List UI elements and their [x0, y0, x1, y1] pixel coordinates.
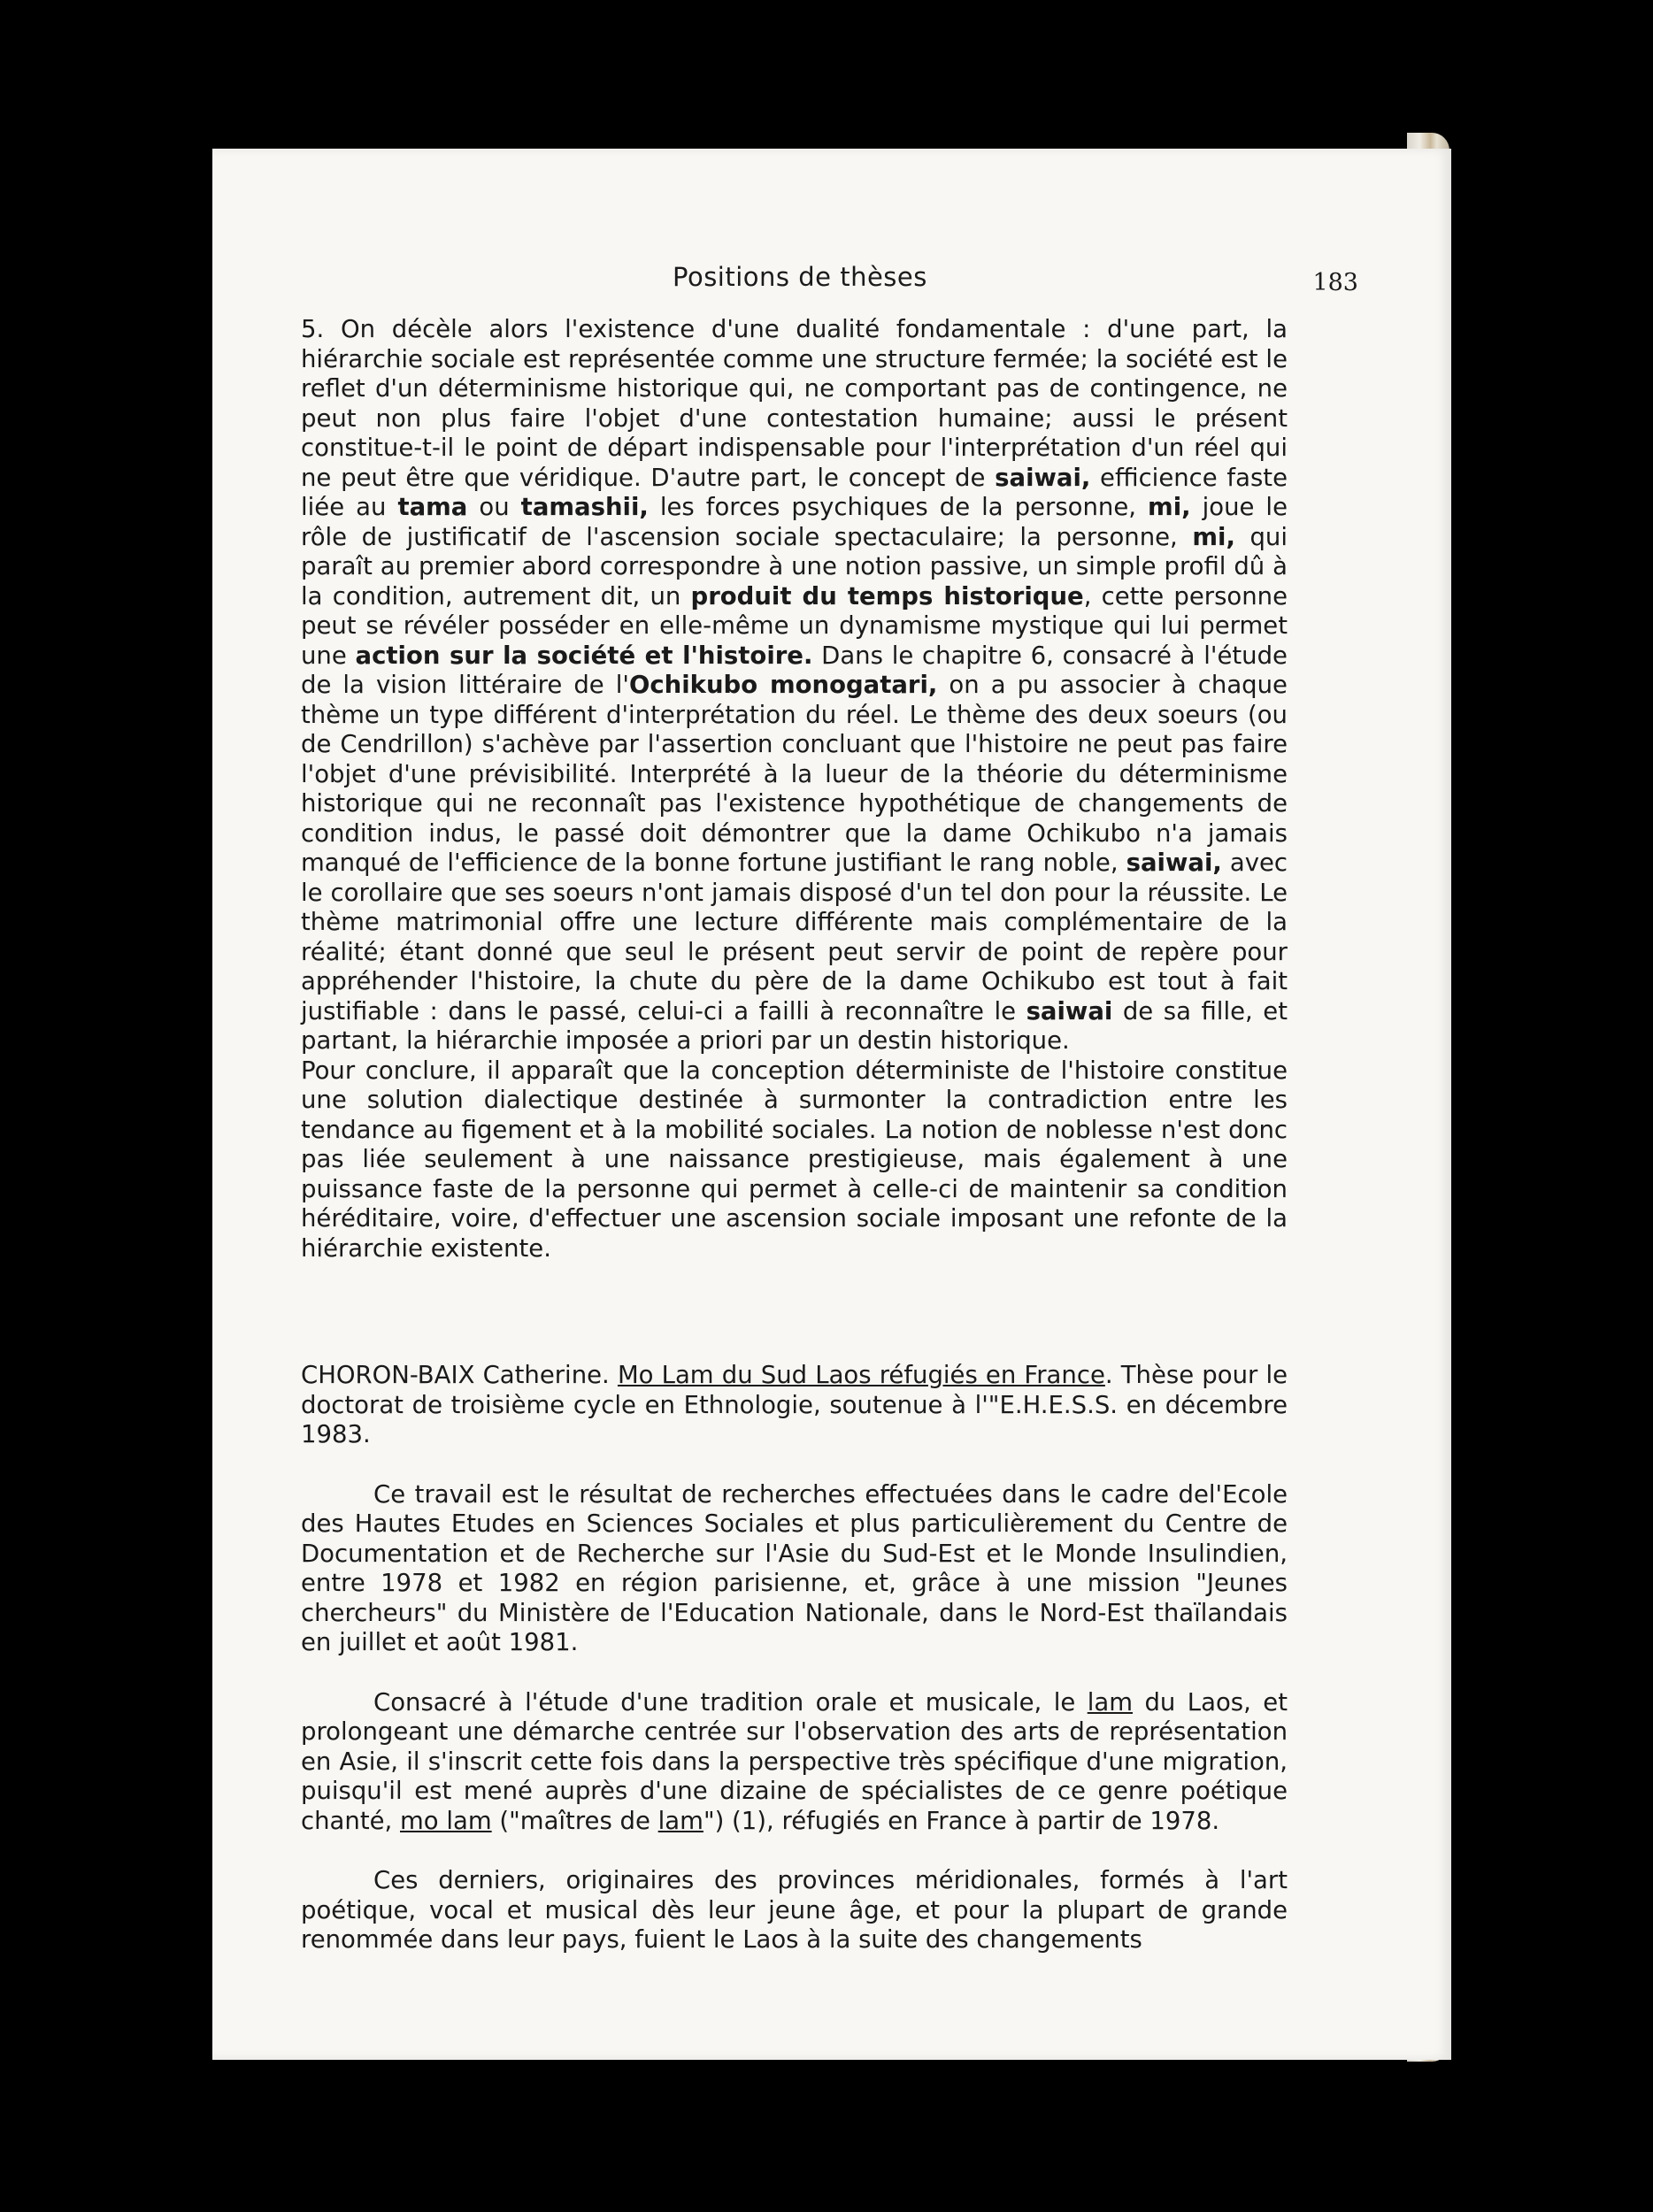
- section5-paragraph: 5. On décèle alors l'existence d'une dualité fondamentale : d'une part, la hiérarchie sociale est représentée comme une structure fermée; la société est le reflet d'un déterminisme historique qui, ne comportant pas de contingence, ne peut non plus faire l'objet d'une contestation humaine; aussi le présent constitue-t-il le point de départ indispensable pour l'interprétation d'un réel qui ne peut être que véridique. D'autre part, le concept de saiwai, efficience faste liée au tama ou tamashii, les forces psychiques de la personne, mi, joue le rôle de justificatif de l'ascension sociale spectaculaire; la personne, mi, qui paraît au premier abord correspondre à une notion passive, un simple profil dû à la condition, autrement dit, un produit du temps historique, cette personne peut se révéler posséder en elle-même un dynamisme mystique qui lui permet une action sur la société et l'histoire. Dans le chapitre 6, consacré à l'étude de la vision littéraire de l'Ochikubo monogatari, on a pu associer à chaque thème un type différent d'interprétation du réel. Le thème des deux soeurs (ou de Cendrillon) s'achève par l'assertion concluant que l'histoire ne peut pas faire l'objet d'une prévisibilité. Interprété à la lueur de la théorie du déterminisme historique qui ne reconnaît pas l'existence hypothétique de changements de condition indus, le passé doit démontrer que la dame Ochikubo n'a jamais manqué de l'efficience de la bonne fortune justifiant le rang noble, saiwai, avec le corollaire que ses soeurs n'ont jamais disposé d'un tel don pour la réussite. Le thème matrimonial offre une lecture différente mais complémentaire de la réalité; étant donné que seul le présent peut servir de point de repère pour appréhender l'histoire, la chute du père de la dame Ochikubo est tout à fait justifiable : dans le passé, celui-ci a failli à reconnaître le saiwai de sa fille, et partant, la hiérarchie imposée a priori par un destin historique.: [301, 315, 1288, 1055]
- thesis-paragraph-3: Ces derniers, originaires des provinces méridionales, formés à l'art poétique, vocal et musical dès leur jeune âge, et pour la plupart de grande renommée dans leur pays, fuient le Laos à la suite des changements: [301, 1866, 1288, 1954]
- thesis-paragraph-2: Consacré à l'étude d'une tradition orale et musicale, le lam du Laos, et prolongeant une démarche centrée sur l'observation des arts de représentation en Asie, il s'inscrit cette fois dans la perspective très spécifique d'une migration, puisqu'il est mené auprès d'une dizaine de spécialistes de ce genre poétique chanté, mo lam ("maîtres de lam") (1), réfugiés en France à partir de 1978.: [301, 1687, 1288, 1835]
- conclusion-paragraph: Pour conclure, il apparaît que la conception déterministe de l'histoire constitue une solution dialectique destinée à surmonter la contradiction entre les tendance au figement et à la mobilité sociales. La notion de noblesse n'est donc pas liée seulement à une naissance prestigieuse, mais également à une puissance faste de la personne qui permet à celle-ci de maintenir sa condition héréditaire, voire, d'effectuer une ascension sociale imposant une refonte de la hiérarchie existente.: [301, 1056, 1288, 1263]
- book-page: [212, 149, 1451, 2060]
- thesis-citation: CHORON-BAIX Catherine. Mo Lam du Sud Laos réfugiés en France. Thèse pour le doctorat de troisième cycle en Ethnologie, soutenue à l'"E.H.E.S.S. en décembre 1983.: [301, 1361, 1288, 1448]
- body-text: [301, 315, 1288, 1955]
- thesis-paragraph-1: Ce travail est le résultat de recherches effectuées dans le cadre del'Ecole des Hautes Etudes en Sciences Sociales et plus particulièrement du Centre de Documentation et de Recherche sur l'Asie du Sud-Est et le Monde Insulindien, entre 1978 et 1982 en région parisienne, et, grâce à une mission "Jeunes chercheurs" du Ministère de l'Education Nationale, dans le Nord-Est thaïlandais en juillet et août 1981.: [301, 1479, 1288, 1656]
- running-header: Positions de thèses: [673, 262, 927, 292]
- page-number: 183: [1312, 269, 1358, 296]
